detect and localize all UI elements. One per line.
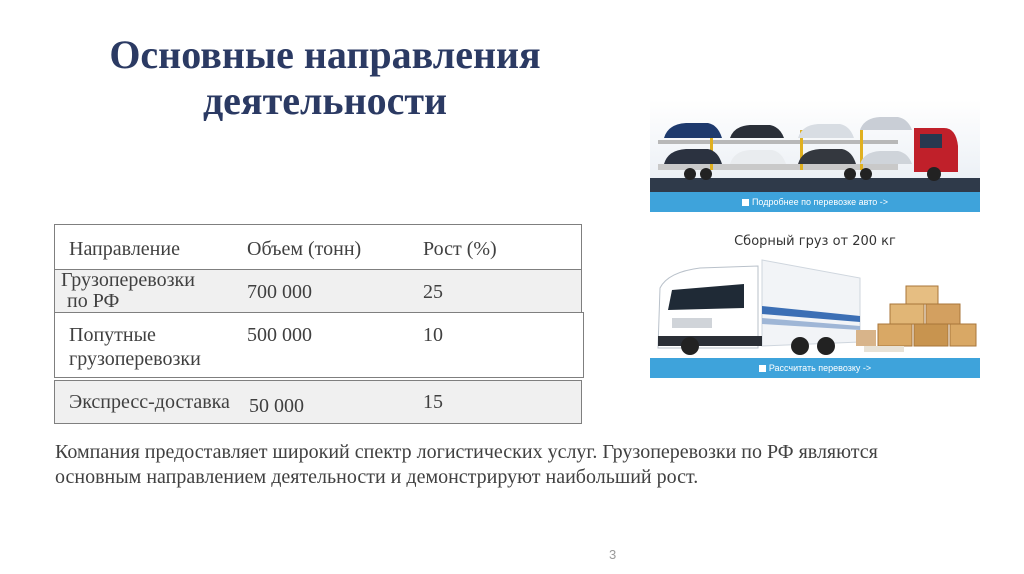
- table-cell-growth: 15: [423, 391, 443, 413]
- direction-line-1: Грузоперевозки: [61, 269, 195, 291]
- direction-line-1: Попутные: [69, 324, 156, 346]
- car-carrier-truck-image: [650, 100, 980, 192]
- car-transport-details-button[interactable]: [650, 192, 980, 212]
- slide-title-line-1: Основные направления: [109, 32, 541, 77]
- table-row: [54, 269, 582, 313]
- table-header-direction: Направление: [69, 238, 180, 260]
- direction-line-2: грузоперевозки: [69, 348, 201, 370]
- cargo-banner[interactable]: [650, 232, 980, 378]
- table-cell-growth: 25: [423, 281, 443, 303]
- summary-line-1: Компания предоставляет широкий спектр логистических услуг. Грузоперевозки по РФ являются: [55, 441, 878, 463]
- table-cell-volume: 500 000: [247, 324, 312, 346]
- calculator-icon: [759, 365, 766, 372]
- table-header-growth: Рост (%): [423, 238, 497, 260]
- cargo-caption: Сборный груз от 200 кг: [734, 234, 896, 249]
- direction-line-2: по РФ: [67, 290, 120, 312]
- table-header-row: [54, 224, 582, 272]
- table-cell-growth: 10: [423, 324, 443, 346]
- table-cell-volume: 50 000: [249, 395, 304, 417]
- table-row: [54, 312, 584, 378]
- slide-title-line-2: деятельности: [202, 78, 448, 123]
- table-cell-volume: 700 000: [247, 281, 312, 303]
- table-cell-direction: Экспресс-доставка: [69, 391, 230, 413]
- calculate-shipping-button[interactable]: [650, 358, 980, 378]
- slide-title: [60, 32, 590, 124]
- page-number: 3: [609, 547, 617, 562]
- calculator-icon: [742, 199, 749, 206]
- calculate-shipping-button-label: Рассчитать перевозку ->: [768, 363, 872, 373]
- summary-text: [55, 440, 955, 490]
- car-transport-banner[interactable]: [650, 100, 980, 212]
- table-cell-direction: [61, 270, 195, 312]
- table-cell-direction: [69, 323, 201, 371]
- cargo-truck-image: [650, 254, 980, 356]
- summary-line-2: основным направлением деятельности и демонстрируют наибольший рост.: [55, 466, 699, 488]
- car-transport-button-label: Подробнее по перевозке авто ->: [751, 197, 889, 207]
- table-row: [54, 380, 582, 424]
- table-header-volume: Объем (тонн): [247, 238, 362, 260]
